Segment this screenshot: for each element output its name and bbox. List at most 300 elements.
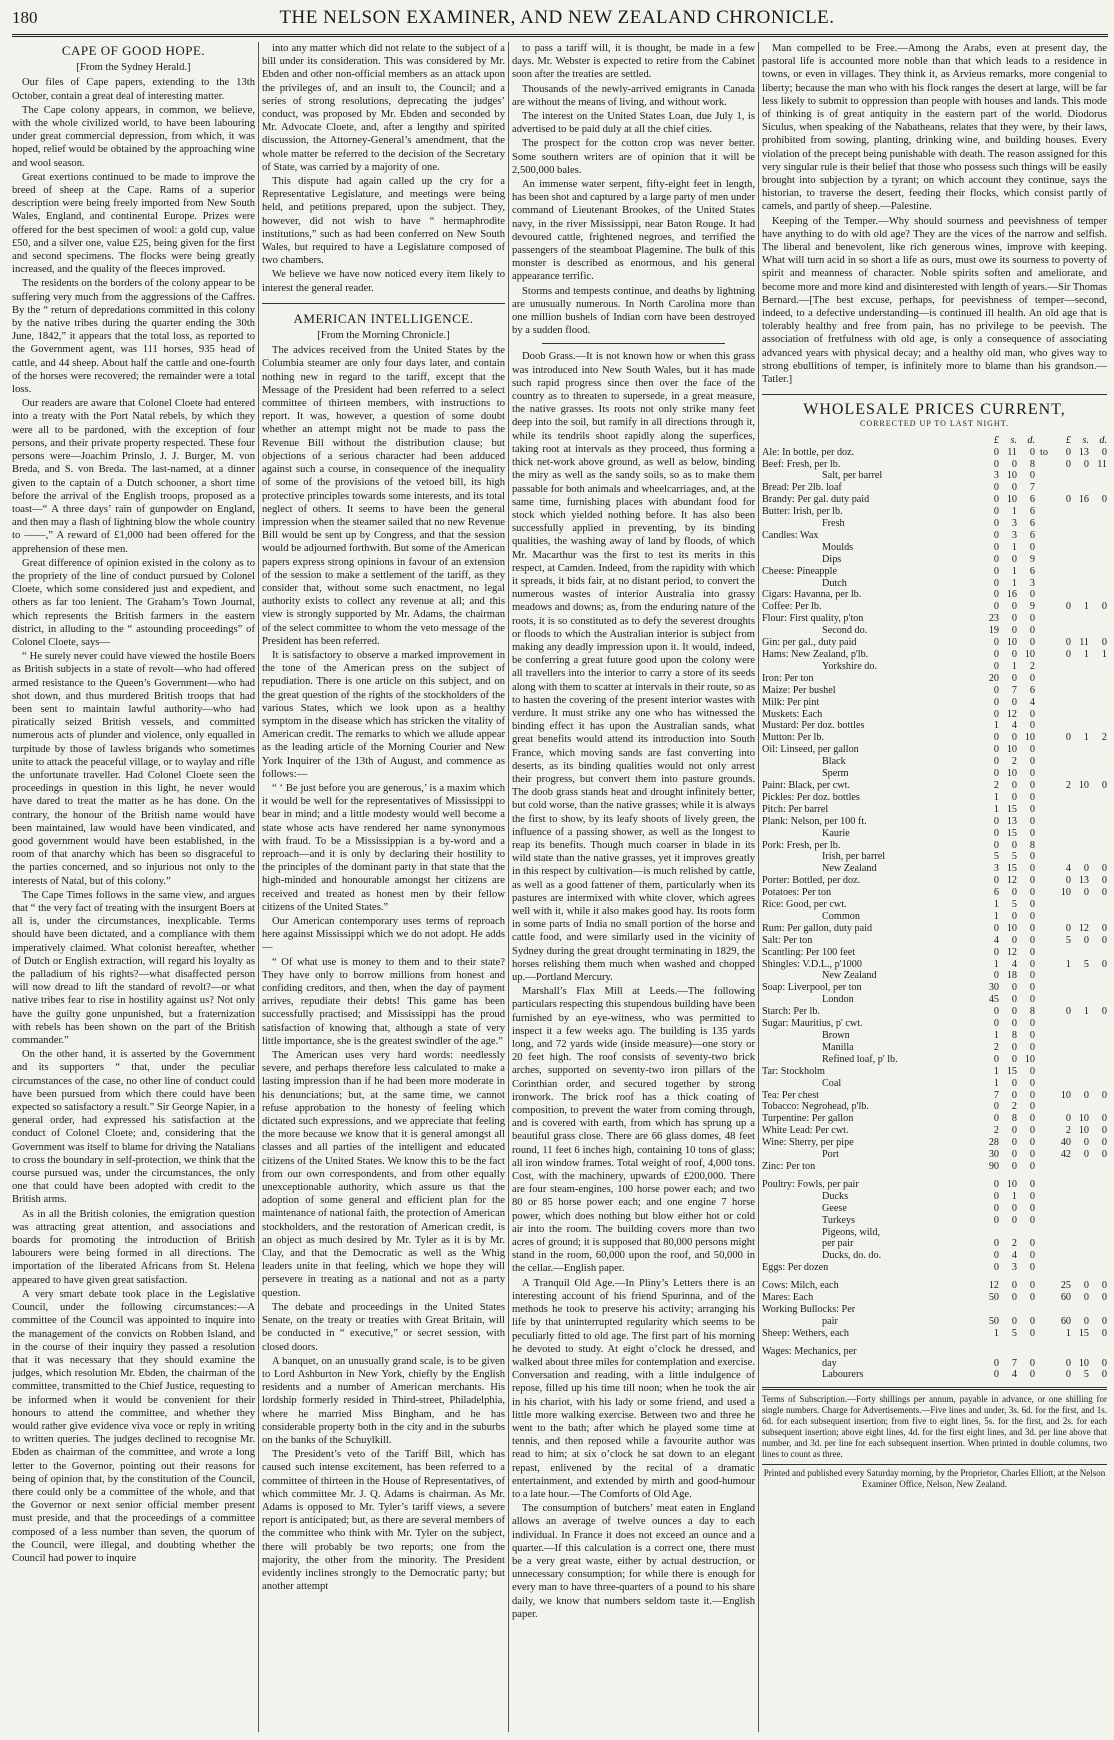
price-high-value: 0: [1101, 875, 1107, 887]
price-low-value: 0: [993, 684, 999, 696]
price-high-value: [1071, 578, 1089, 590]
price-range-to: [1035, 613, 1053, 625]
price-range-to: to: [1040, 446, 1048, 458]
price-low-value: 0: [1029, 1369, 1035, 1381]
price-high-value: [1071, 744, 1089, 756]
price-range-to: [1035, 780, 1053, 792]
price-label: Muskets: Each: [762, 708, 823, 720]
price-high-value: [1053, 744, 1071, 756]
price-label: Port: [822, 1149, 839, 1161]
subscription-terms: [762, 1387, 1107, 1490]
price-high-value: [1053, 1161, 1071, 1173]
price-range-to: [1035, 887, 1053, 899]
price-high-value: 0: [1101, 1357, 1107, 1369]
price-range-to: [1035, 875, 1053, 887]
price-label: Bread: Per 2lb. loaf: [762, 482, 842, 494]
price-high-value: 60: [1060, 1315, 1071, 1327]
price-low-value: 0: [1029, 1125, 1035, 1137]
price-high-value: [1071, 947, 1089, 959]
price-low-value: 0: [1011, 696, 1017, 708]
price-high-value: 0: [1083, 1315, 1089, 1327]
price-low-value: 0: [993, 732, 999, 744]
price-high-value: 10: [1078, 779, 1089, 791]
price-low-value: 1: [993, 910, 999, 922]
price-label: Sheep: Wethers, each: [762, 1327, 849, 1339]
price-range-to: [1035, 1125, 1053, 1137]
price-range-to: [1035, 578, 1053, 590]
price-high-value: [1071, 828, 1089, 840]
article-paragraph: Thousands of the newly-arrived emigrants in Canada are without the means of living, and without work.: [512, 83, 755, 108]
price-high-value: [1053, 661, 1071, 673]
price-low-value: 3: [993, 470, 999, 482]
price-low-value: 12: [1006, 708, 1017, 720]
price-low-value: 0: [993, 506, 999, 518]
price-high-value: [1089, 1346, 1107, 1358]
article-paragraph: Great exertions continued to be made to improve the breed of sheep at the Cape. Rams of a superior description were being freely imported from New South Wales, England, and continental Europe. Prizes were offered for the best specimen of wool: a gold cup, value £50, and a silver one, value £25, being given for the first and second specimens. The flocks were being greatly increased, and the quality of the fleeces improved.: [12, 171, 255, 276]
price-label: Ducks, do. do.: [822, 1250, 882, 1262]
price-label: Eggs: Per dozen: [762, 1262, 829, 1274]
price-low-value: 0: [993, 1113, 999, 1125]
price-low-value: 10: [1006, 1178, 1017, 1190]
price-high-value: [1071, 720, 1089, 732]
price-high-value: [1089, 697, 1107, 709]
price-low-value: 0: [1029, 946, 1035, 958]
price-low-value: 0: [1029, 672, 1035, 684]
price-row: [762, 935, 1107, 947]
price-label: Plank: Nelson, per 100 ft.: [762, 815, 867, 827]
price-high-value: 0: [1083, 1089, 1089, 1101]
price-row: [762, 542, 1107, 554]
price-low-value: 0: [993, 839, 999, 851]
price-high-value: 0: [1065, 1006, 1071, 1018]
price-range-to: [1035, 1066, 1053, 1078]
price-row: [762, 863, 1107, 875]
price-low-value: 0: [1029, 1089, 1035, 1101]
price-high-value: [1071, 542, 1089, 554]
price-row: [762, 1203, 1107, 1215]
price-row: [762, 589, 1107, 601]
price-high-value: [1053, 1346, 1071, 1358]
price-high-value: 1: [1083, 601, 1089, 613]
article-paragraph: “ He surely never could have viewed the hostile Boers as British subjects in a state of revolt—who had offered armed resistance to the Queen’s Government—who had shot down, and thus murdered British troops that had been sent to maintain lawful authority—who had piratically seized British vessels, and committed numerous acts of plunder and violence, only equalled in turpitude by those of lawless brigands who sometimes unite to attack the peaceful village, or to waylay and rifle the unfortunate traveller. Had Colonel Cloete seen the proceedings in question in this light, he never would have dared to treat the matter as he has done. On the contrary, the honour of the British name would have been maintained, law would have been vindicated, and good government would have been established, in the room of that anarchy which has been so disgraceful to the parties concerned, and so injurious not only to the interests of Natal, but of this colony.”: [12, 651, 255, 887]
price-low-value: 0: [1029, 803, 1035, 815]
price-high-value: [1071, 911, 1089, 923]
price-low-value: 30: [988, 982, 999, 994]
price-high-value: [1071, 673, 1089, 685]
price-range-to: [1035, 1369, 1053, 1381]
price-label: day: [822, 1357, 837, 1369]
price-high-value: [1053, 911, 1071, 923]
price-high-value: [1053, 1238, 1071, 1250]
price-high-value: 11: [1097, 458, 1107, 470]
price-high-value: 15: [1078, 1327, 1089, 1339]
price-range-to: [1035, 1161, 1053, 1173]
price-low-value: 10: [1024, 1053, 1035, 1065]
article-paragraph: into any matter which did not relate to the subject of a bill under its consideration. This was considered by Mr. Ebden and other non-official members as an attack upon the privileges of, and an insult to, the Council; and a series of strong resolutions, deprecating the judges’ conduct, was proposed by Mr. Ebden and seconded by Mr. Advocate Cloete, and, after a lengthy and spirited discussion, the Attorney-General’s amendment, that the whole matter be referred to the decision of the Secretary of State, was carried by a majority of one.: [262, 43, 505, 173]
price-label: Milk: Per pint: [762, 696, 820, 708]
price-low-value: 3: [1011, 518, 1017, 530]
price-low-value: 0: [1029, 1113, 1035, 1125]
price-high-value: [1089, 1191, 1107, 1203]
price-low-value: 0: [1029, 922, 1035, 934]
price-low-value: 0: [1029, 1018, 1035, 1030]
price-label: Pitch: Per barrel: [762, 803, 829, 815]
price-high-value: [1089, 1101, 1107, 1113]
price-low-value: 0: [1029, 446, 1035, 458]
price-low-value: 0: [993, 922, 999, 934]
price-low-value: 1: [993, 720, 999, 732]
price-row: [762, 494, 1107, 506]
price-high-value: [1089, 840, 1107, 852]
price-high-value: 5: [1065, 934, 1071, 946]
price-low-value: 0: [1029, 958, 1035, 970]
price-row: [762, 840, 1107, 852]
price-low-value: 1: [1011, 565, 1017, 577]
price-high-value: [1071, 1030, 1089, 1042]
price-high-value: [1089, 1238, 1107, 1250]
price-high-value: 0: [1083, 1280, 1089, 1292]
price-high-value: [1089, 1262, 1107, 1274]
price-range-to: [1035, 1030, 1053, 1042]
price-high-value: 0: [1083, 887, 1089, 899]
price-low-value: 0: [1011, 1149, 1017, 1161]
price-high-value: [1053, 804, 1071, 816]
column-2: [262, 42, 505, 1732]
price-low-value: 2: [993, 1125, 999, 1137]
article-paragraph: As in all the British colonies, the emigration question was attracting great attention, and associations and boards for promoting the introduction of British labourers were being formed in all directions. The importation of the liberated Africans from St. Helena appeared to have given great satisfaction.: [12, 1208, 255, 1286]
price-low-value: 0: [1029, 1202, 1035, 1214]
price-low-value: 4: [1011, 1250, 1017, 1262]
price-high-value: 0: [1065, 1369, 1071, 1381]
price-low-value: 0: [993, 756, 999, 768]
price-high-value: [1053, 720, 1071, 732]
price-high-value: 0: [1101, 446, 1107, 458]
price-low-value: 0: [1029, 1160, 1035, 1172]
price-range-to: [1035, 494, 1053, 506]
prices-subheading: CORRECTED UP TO LAST NIGHT.: [859, 419, 1009, 429]
price-high-value: [1071, 1066, 1089, 1078]
price-high-value: 0: [1101, 958, 1107, 970]
price-high-value: [1071, 482, 1089, 494]
price-row: [762, 959, 1107, 971]
price-low-value: 1: [1011, 577, 1017, 589]
price-high-value: [1071, 1179, 1089, 1191]
price-low-value: 8: [1029, 839, 1035, 851]
price-low-value: 0: [1029, 1292, 1035, 1304]
article-paragraph: It is satisfactory to observe a marked improvement in the tone of the American press on the subject of repudiation. There is one article on this subject, and on the great question of the rights of the stockholders of the various States, which we look upon as a healthy symptom in the disease which has stricken the vitality of American credit. The remarks to which we allude appear as the leading article of the Morning Courier and New York Inquirer of the 13th of August, and commence as follows:—: [262, 649, 505, 780]
price-high-value: [1089, 792, 1107, 804]
price-high-value: [1071, 1250, 1089, 1262]
price-low-value: 0: [1011, 482, 1017, 494]
price-row: [762, 1042, 1107, 1054]
price-label: Sugar: Mauritius, p' cwt.: [762, 1018, 863, 1030]
price-low-value: 3: [993, 863, 999, 875]
price-low-value: 0: [993, 875, 999, 887]
price-high-value: [1089, 673, 1107, 685]
price-low-value: 0: [993, 660, 999, 672]
price-high-value: [1053, 1227, 1071, 1239]
price-high-value: [1089, 1030, 1107, 1042]
price-high-value: [1053, 1304, 1071, 1316]
price-high-value: [1089, 1054, 1107, 1066]
price-low-value: 10: [1006, 744, 1017, 756]
price-high-value: [1089, 720, 1107, 732]
price-high-value: [1089, 530, 1107, 542]
price-low-value: 0: [1029, 1030, 1035, 1041]
price-high-value: 0: [1101, 1369, 1107, 1381]
price-range-to: [1035, 1018, 1053, 1030]
article-paragraph: Marshall’s Flax Mill at Leeds.—The following particulars respecting this stupendous building have been furnished by an eye-witness, who was permitted to inspect it a few weeks ago. The building is 135 yards long, and 72 yards wide (inside measure)—one story or 20 feet high. The roof consists of seventy-two brick arches, supported on seventy-two iron pillars of the Corinthian order, and secured together by strong ironwork. The brick roof has a thick coating of composition, to prevent the water from coming through, and is covered with earth, from which has sprung up a beautiful grass close. There are 66 glass domes, 48 feet round, 11 feet 6 inches high, containing 10 tons of glass; all iron window frames. Total weight of roof, 4,000 tons. Cost, with the machinery, upwards of £200,000. There are four steam-engines, 100 horse power each; and two 80 or 85 horse power each; and one engine 7 horse power, which does nothing but blow either hot or cold air into the room. The building covers more than two acres of ground; it is supposed that 80,000 persons might stand in the room, 60,000 upon the roof, and 50,000 in the cellar.—English paper.: [512, 986, 755, 1275]
price-range-to: [1035, 1316, 1053, 1328]
price-high-value: 10: [1078, 1357, 1089, 1369]
price-low-value: [999, 1304, 1017, 1316]
price-label: Rice: Good, per cwt.: [762, 899, 847, 911]
price-low-value: 0: [1029, 934, 1035, 946]
price-row: [762, 1137, 1107, 1149]
price-label: Turkeys: [822, 1214, 856, 1226]
price-label: Tobacco: Negrohead, p'lb.: [762, 1101, 869, 1113]
price-low-value: 3: [1029, 577, 1035, 589]
price-label: Dutch: [822, 577, 847, 589]
price-high-value: 0: [1065, 458, 1071, 470]
price-row: [762, 1250, 1107, 1262]
article-paragraph: to pass a tariff will, it is thought, be made in a few days. Mr. Webster is expected to retire from the Cabinet soon after the treaties are settled.: [512, 43, 755, 81]
price-low-value: 1: [993, 1327, 999, 1339]
price-row: [762, 875, 1107, 887]
price-label: Ale: In bottle, per doz.: [762, 446, 855, 458]
price-low-value: 1: [993, 1030, 999, 1041]
price-row: [762, 828, 1107, 840]
price-low-value: 0: [993, 541, 999, 553]
price-low-value: 5: [1011, 851, 1017, 863]
price-high-value: 1: [1083, 1006, 1089, 1018]
price-high-value: [1053, 899, 1071, 911]
price-high-value: [1071, 1101, 1089, 1113]
price-low-value: 0: [993, 1250, 999, 1262]
price-row: [762, 1006, 1107, 1018]
price-range-to: [1035, 601, 1053, 613]
price-label: Porter: Bottled, per doz.: [762, 875, 861, 887]
price-low-value: 0: [1029, 875, 1035, 887]
price-high-value: [1089, 518, 1107, 530]
price-row: [762, 470, 1107, 482]
price-label: Gin: per gal., duty paid: [762, 637, 857, 649]
price-range-to: [1035, 1346, 1053, 1358]
price-low-value: 0: [993, 708, 999, 720]
price-row: [762, 685, 1107, 697]
currency-unit-header: s.: [1082, 434, 1089, 446]
article-heading-cape: CAPE OF GOOD HOPE.: [61, 43, 206, 58]
price-low-value: 6: [1029, 684, 1035, 696]
price-high-value: 1: [1083, 649, 1089, 660]
price-high-value: 0: [1065, 1357, 1071, 1369]
price-row: [762, 637, 1107, 649]
price-row: [762, 792, 1107, 804]
price-label: Oil: Linseed, per gallon: [762, 744, 859, 756]
price-low-value: 18: [1006, 970, 1017, 982]
article-paragraph: Storms and tempests continue, and deaths by lightning are unusually numerous. In North Carolina more than one million bushels of Indian corn have been destroyed by a sudden flood.: [512, 285, 755, 337]
price-low-value: 0: [1011, 934, 1017, 946]
price-range-to: [1035, 804, 1053, 816]
price-low-value: 0: [993, 482, 999, 494]
price-row: [762, 661, 1107, 673]
price-label: Tea: Per chest: [762, 1089, 819, 1101]
price-high-value: [1071, 816, 1089, 828]
price-low-value: 0: [993, 768, 999, 780]
price-low-value: 10: [1006, 494, 1017, 506]
article-source: [From the Sydney Herald.]: [76, 62, 191, 74]
price-low-value: 12: [988, 1280, 999, 1292]
price-range-to: [1035, 816, 1053, 828]
price-range-to: [1035, 1292, 1053, 1304]
price-high-value: [1089, 1042, 1107, 1054]
price-high-value: [1089, 1203, 1107, 1215]
price-label: Pigeons, wild,: [822, 1226, 881, 1238]
price-high-value: 0: [1101, 1315, 1107, 1327]
price-range-to: [1035, 840, 1053, 852]
price-low-value: 0: [993, 1262, 999, 1274]
price-high-value: [1053, 482, 1071, 494]
imprint-text: Printed and published every Saturday morning, by the Proprietor, Charles Elliott, at the Nelson Examiner Office, Nelson, New Zealand.: [762, 1464, 1107, 1490]
price-high-value: 0: [1083, 1292, 1089, 1304]
price-label: New Zealand: [822, 970, 877, 982]
price-low-value: 4: [1011, 720, 1017, 732]
article-paragraph: The residents on the borders of the colony appear to be suffering very much from the aggressions of the Caffres. By the “ return of depredations committed in this colony by the native tribes during the quarter ending the 30th June, 1842,” it appears that the total loss, as reported to the Government agent, was 111 horses, 935 head of cattle, and 44 sheep. About half the cattle and one-fourth of the horses were recovered; the remainder were a total loss.: [12, 278, 255, 396]
price-high-value: [1071, 709, 1089, 721]
price-range-to: [1035, 1358, 1053, 1370]
price-range-to: [1035, 899, 1053, 911]
price-high-value: 0: [1101, 1327, 1107, 1339]
price-low-value: 0: [1011, 732, 1017, 744]
price-low-value: 0: [1029, 910, 1035, 922]
price-row: [762, 1304, 1107, 1316]
price-label: Turpentine: Per gallon: [762, 1113, 854, 1125]
price-low-value: 0: [993, 529, 999, 541]
price-row: [762, 506, 1107, 518]
price-range-to: [1035, 506, 1053, 518]
price-low-value: 7: [1011, 1357, 1017, 1369]
price-low-value: 0: [1011, 625, 1017, 637]
price-range-to: [1035, 1215, 1053, 1227]
price-row: [762, 994, 1107, 1006]
price-row: [762, 709, 1107, 721]
price-high-value: [1071, 970, 1089, 982]
price-range-to: [1035, 720, 1053, 732]
price-range-to: [1035, 589, 1053, 601]
article-paragraph: Our files of Cape papers, extending to the 13th October, contain a great deal of interesting matter.: [12, 77, 255, 102]
price-high-value: 0: [1083, 863, 1089, 875]
price-low-value: 0: [1029, 815, 1035, 827]
price-label: Cigars: Havanna, per lb.: [762, 589, 862, 601]
price-label: Yorkshire do.: [822, 660, 878, 672]
price-label: Labourers: [822, 1369, 864, 1381]
price-high-value: 42: [1060, 1149, 1071, 1161]
price-low-value: 0: [1029, 1041, 1035, 1053]
price-row: [762, 625, 1107, 637]
price-range-to: [1035, 1179, 1053, 1191]
price-label: Potatoes: Per ton: [762, 887, 832, 899]
price-row: [762, 1030, 1107, 1042]
price-range-to: [1035, 1101, 1053, 1113]
price-low-value: 0: [993, 827, 999, 839]
price-label: Scantling: Per 100 feet: [762, 946, 856, 958]
price-low-value: 15: [1006, 827, 1017, 839]
price-high-value: 0: [1101, 637, 1107, 649]
price-low-value: [1017, 1304, 1035, 1316]
price-range-to: [1035, 518, 1053, 530]
price-low-value: 7: [1029, 482, 1035, 494]
price-low-value: 0: [1029, 589, 1035, 601]
price-label: Cows: Milch, each: [762, 1280, 839, 1292]
price-low-value: 50: [988, 1315, 999, 1327]
price-high-value: [1071, 589, 1089, 601]
price-low-value: 11: [1007, 446, 1017, 458]
price-range-to: [1035, 1137, 1053, 1149]
price-label: Flour: First quality, p'ton: [762, 613, 864, 625]
price-high-value: 0: [1065, 601, 1071, 613]
price-high-value: 0: [1101, 863, 1107, 875]
price-low-value: 0: [993, 565, 999, 577]
price-row: [762, 554, 1107, 566]
price-range-to: [1035, 1250, 1053, 1262]
price-range-to: [1035, 1054, 1053, 1066]
price-row: [762, 744, 1107, 756]
price-low-value: 15: [1006, 1065, 1017, 1077]
price-high-value: [1089, 804, 1107, 816]
price-low-value: 0: [1029, 1238, 1035, 1250]
price-low-value: 1: [1011, 660, 1017, 672]
price-low-value: 0: [1011, 1160, 1017, 1172]
currency-unit-header: £: [993, 434, 999, 446]
price-low-value: 28: [988, 1137, 999, 1149]
price-low-value: [1017, 1346, 1035, 1358]
price-label: Zinc: Per ton: [762, 1160, 816, 1172]
article-paragraph: Doob Grass.—It is not known how or when this grass was introduced into New South Wales, but it has made such rapid progress since then over the face of the country as to threaten to supersede, in a great measure, the native grasses. Its roots not only strike many feet deep into the soil, but ramify in all directions through it, while its tendrils shoot rapidly along the superfices, taking root at intervals as they proceed, thus forming a thick net-work above ground, as well as below, binding the miry as well as the sandy soils, so as to make them passable for both animals and wheelcarriages, and, at the same time, furnishing places with abundant food for stock which yielded nothing before. It has also been successfully applied in preventing, by its binding qualities, the washing away of land by floods, of which Mr. Macarthur was the first to test its merits in this respect, at Camden. Indeed, from the rapidity with which it spreads, it bids fair, at no distant period, to convert the numerous wastes of interior Australia into grassy meadows and downs; as, from the enduring nature of the roots, it is so constituted as to defy the severest droughts or floods to which the Australian interior is subject from making any deadly impression upon it. It would, indeed, be conferring a great future good upon the colony were all travellers into the interior to carry a store of its seeds along with them to scatter at intervals in their route, so as to hasten the covering of the present interior wastes with verdure. It must strike any one who has witnessed the binding effect it has upon the Australian sands, what great benefits would attend its introduction into South France, which moving sands are fast converting into deserts, as its binding qualities would not only arrest their progress, but convert them into pasture grounds. The doob grass stands heat and drought infinitely better, but cold worse, than the native grasses; while it is always the first to show, by its leafy shoots of lively green, the influence of a passing shower, as well as the longest to reap its benefits. Though much coarser in blade in its wild state than the native grasses, yet it improves greatly in this respect by cultivation—is much relished by cattle, as well as a good fattener of them, particularly when its pastures are intermixed with white clover, which agrees well with it, while it also makes good hay. Its roots form in some parts of India no small portion of the horse and cattle food, and were similarly used in the vicinity of Sydney during the great drought terminating in 1829, the horses relishing them much when washed and chopped up.—Portland Mercury.: [512, 351, 755, 984]
price-high-value: [1053, 1054, 1071, 1066]
miscellany-body: [512, 350, 755, 1621]
article-paragraph: The debate and proceedings in the United States Senate, on the treaty or treaties with Great Britain, will be conducted in “ executive,” or secret session, with closed doors.: [262, 1301, 505, 1353]
price-low-value: 0: [1029, 613, 1035, 625]
price-high-value: [1071, 566, 1089, 578]
price-row: [762, 982, 1107, 994]
price-low-value: 0: [1029, 744, 1035, 756]
price-high-value: 10: [1060, 887, 1071, 899]
price-high-value: [1053, 768, 1071, 780]
price-range-to: [1035, 649, 1053, 661]
price-high-value: [1089, 756, 1107, 768]
price-low-value: [981, 1346, 999, 1358]
price-low-value: 0: [1029, 899, 1035, 911]
price-low-value: 0: [1029, 1262, 1035, 1274]
article-paragraph: Our American contemporary uses terms of reproach here against Mississippi which we do not adopt. He adds—: [262, 916, 505, 954]
price-label: Butter: Irish, per lb.: [762, 506, 843, 518]
price-low-value: 0: [993, 649, 999, 660]
article-paragraph: Great difference of opinion existed in the colony as to the propriety of the line of conduct pursued by Colonel Cloete, which some considered just and expedient, and others as far too lenient. The Graham’s Town Journal, which represents the British farmers in the eastern district, in alluding to the “ astounding proceedings” of Colonel Cloete, says—: [12, 557, 255, 648]
price-low-value: 0: [1029, 1077, 1035, 1089]
price-high-value: 0: [1083, 1137, 1089, 1149]
article-paragraph: Keeping of the Temper.—Why should sourness and peevishness of temper have anything to do with old age? They are the vices of the narrow and selfish. The liberal and benevolent, like rich generous wines, improve with keeping. What will turn acid in so short a life as ours, must owe its sourness to poverty of spirit and meanness of character. Noble spirits soften and ameliorate, and become more and more kind and disinterested with length of years.—Sir Thomas Bernard.—[The best excuse, perhaps, for peevishness of temper—second, indeed, to a defective understanding—is continued ill health. An old age that is tolerably healthy and free from pain, has no privilege to be peevish. The association of fretfulness with old age, is only a consequence of associating advanced years with physical decay; and a healthy old man, who gives way to strong ebullitions of temper, is infinitely more to blame than his grandson.—Tatler.]: [762, 215, 1107, 386]
column-divider: [258, 42, 259, 1732]
price-row: [762, 816, 1107, 828]
article-paragraph: The consumption of butchers’ meat eaten in England allows an average of twelve ounces a day to each individual. In France it does not exceed an ounce and a quarter.—If this calculation is a correct one, there must be a very great waste, either by actual destruction, or unnecessary consumption; for while there is enough for every man to have three-quarters of a pound to his share daily, we know that numbers seldom taste it.—English paper.: [512, 1503, 755, 1620]
price-label: Beef: Fresh, per lb.: [762, 458, 841, 470]
price-low-value: 0: [1011, 1041, 1017, 1053]
price-high-value: [1071, 554, 1089, 566]
price-high-value: 12: [1078, 922, 1089, 934]
price-range-to: [1035, 792, 1053, 804]
price-low-value: 0: [1029, 1280, 1035, 1292]
price-low-value: 0: [993, 1006, 999, 1018]
